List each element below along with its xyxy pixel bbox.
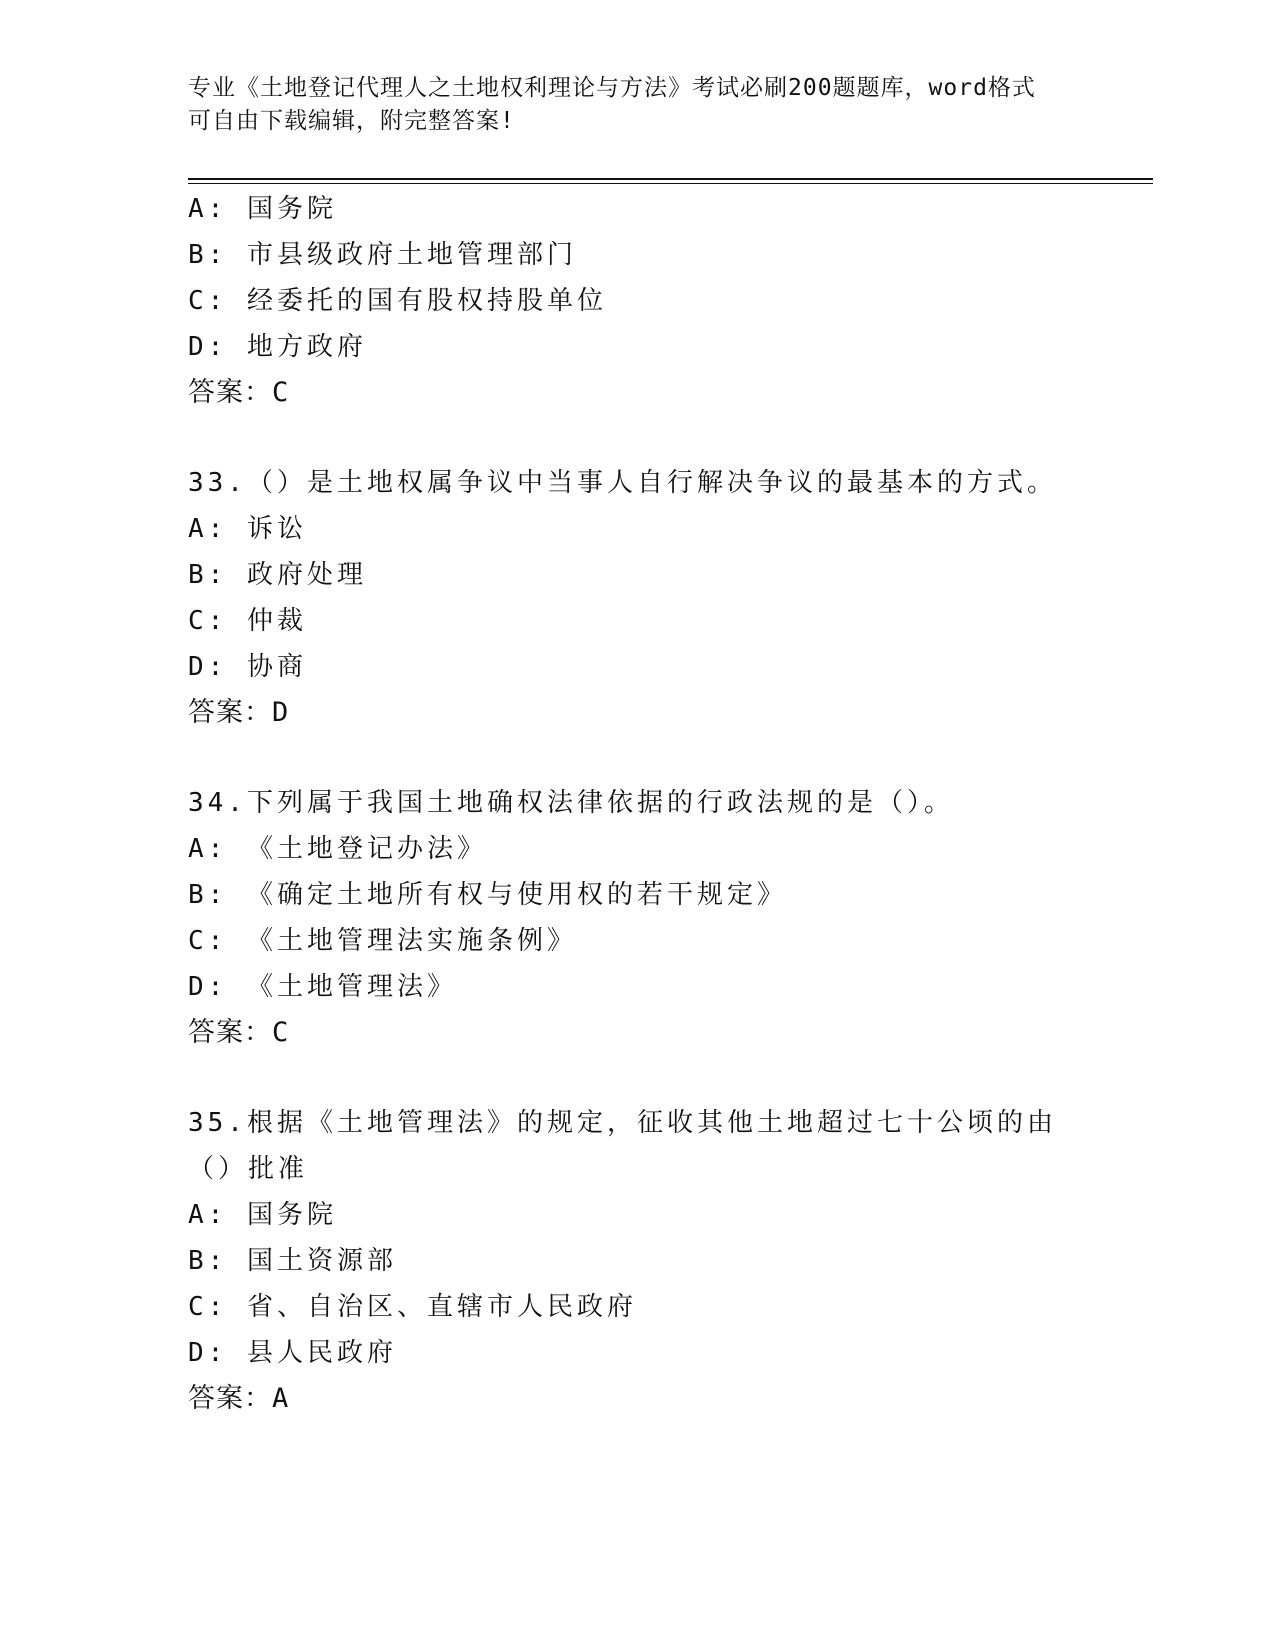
question-stem: 35.根据《土地管理法》的规定，征收其他土地超过七十公顷的由（）批准 <box>188 1108 1057 1184</box>
option-c: C: 经委托的国有股权持股单位 <box>188 286 607 316</box>
answer-label: 答案： <box>188 1383 272 1414</box>
answer-label: 答案： <box>188 377 272 408</box>
question-stem: 34.下列属于我国土地确权法律依据的行政法规的是（）。 <box>188 788 954 818</box>
option-a: A: 《土地登记办法》 <box>188 834 487 864</box>
question-block <box>188 1100 1088 1422</box>
answer-value: A <box>272 1383 290 1414</box>
header-line-1: 专业《土地登记代理人之土地权利理论与方法》考试必刷200题题库，word格式 <box>188 75 1036 101</box>
answer-label: 答案： <box>188 1017 272 1048</box>
option-a: A: 诉讼 <box>188 514 307 544</box>
answer-label: 答案： <box>188 697 272 728</box>
answer-line <box>188 690 1088 736</box>
answer-value: C <box>272 1017 290 1048</box>
question-block <box>188 186 1088 416</box>
answer-value: D <box>272 697 290 728</box>
question-block <box>188 460 1088 736</box>
option-d: D: 地方政府 <box>188 332 367 362</box>
option-d: D: 《土地管理法》 <box>188 972 457 1002</box>
option-a: A: 国务院 <box>188 1200 337 1230</box>
answer-line <box>188 1010 1088 1056</box>
option-a: A: 国务院 <box>188 194 337 224</box>
option-b: B: 《确定土地所有权与使用权的若干规定》 <box>188 880 787 910</box>
question-block <box>188 780 1088 1056</box>
option-c: C: 《土地管理法实施条例》 <box>188 926 577 956</box>
option-c: C: 省、自治区、直辖市人民政府 <box>188 1292 637 1322</box>
option-b: B: 市县级政府土地管理部门 <box>188 240 577 270</box>
header-rule-thick <box>188 178 1153 180</box>
option-b: B: 政府处理 <box>188 560 367 590</box>
option-c: C: 仲裁 <box>188 606 307 636</box>
answer-line <box>188 370 1088 416</box>
option-b: B: 国土资源部 <box>188 1246 397 1276</box>
document-header <box>188 72 1088 138</box>
answer-value: C <box>272 377 290 408</box>
answer-line <box>188 1376 1088 1422</box>
option-d: D: 协商 <box>188 652 307 682</box>
question-stem: 33.（）是土地权属争议中当事人自行解决争议的最基本的方式。 <box>188 468 1057 498</box>
header-rule-thin <box>188 183 1153 184</box>
option-d: D: 县人民政府 <box>188 1338 397 1368</box>
header-line-2: 可自由下载编辑，附完整答案! <box>188 108 515 134</box>
question-list <box>188 186 1088 1422</box>
